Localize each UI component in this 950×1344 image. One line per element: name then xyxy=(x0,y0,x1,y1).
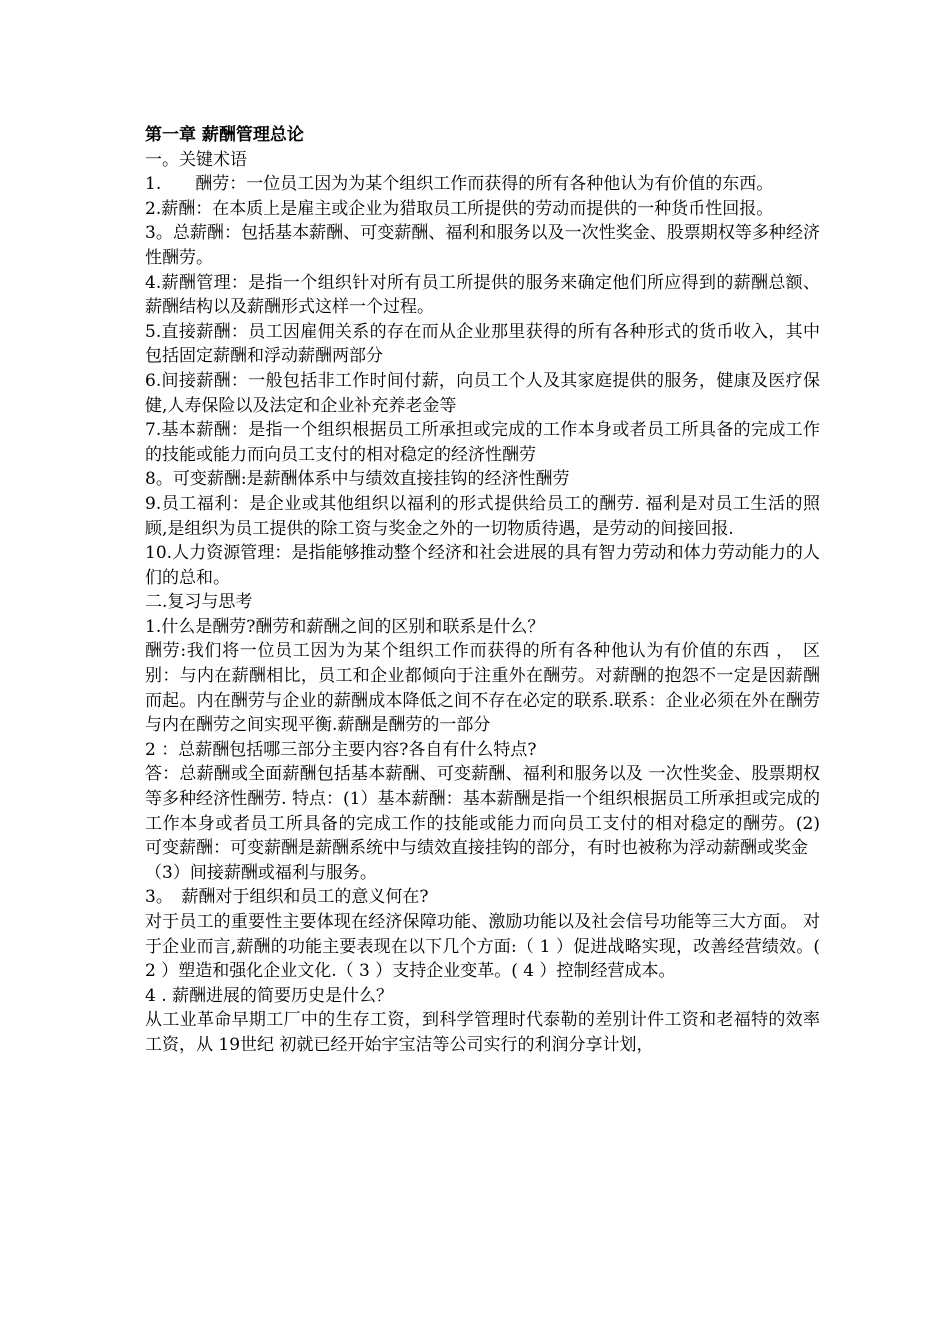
document-page xyxy=(145,123,837,1058)
term-1: 1. 酬劳：一位员工因为为某个组织工作而获得的所有各种他认为有价值的东西。 xyxy=(145,174,774,195)
answer-2: 答：总薪酬或全面薪酬包括基本薪酬、可变薪酬、福利和服务以及 一次性奖金、股票期权等多种经济性酬劳. 特点：(1）基本薪酬：基本薪酬是指一个组织根据员工所承担或完成的工作本身或者员工所具备的完成工作的技能或能力而向员工支付的相对稳定的酬劳。(2) 可变薪酬：可变薪酬是薪酬系统中与绩效直接挂钩的部分，有时也被称为浮动薪酬或奖金 xyxy=(145,764,837,859)
term-6: 6.间接薪酬：一般包括非工作时间付薪，向员工个人及其家庭提供的服务，健康及医疗保健,人寿保险以及法定和企业补充养老金等 xyxy=(145,370,820,416)
section-heading-review: 二.复习与思考 xyxy=(145,592,253,613)
section-heading-key-terms: 一。关键术语 xyxy=(145,149,247,170)
term-5: 5.直接薪酬：员工因雇佣关系的存在而从企业那里获得的所有各种形式的货币收入，其中包括固定薪酬和浮动薪酬两部分 xyxy=(145,321,820,367)
answer-4: 从工业革命早期工厂中的生存工资，到科学管理时代泰勒的差别计件工资和老福特的效率工资，从 19世纪 初就已经开始宇宝洁等公司实行的利润分享计划， xyxy=(145,1010,820,1055)
chapter-title: 第一章 薪酬管理总论 xyxy=(145,125,304,145)
answer-2-continued: （3）间接薪酬或福利与服务。 xyxy=(145,862,377,883)
question-3: 3。 薪酬对于组织和员工的意义何在? xyxy=(145,887,429,908)
term-2: 2.薪酬：在本质上是雇主或企业为猎取员工所提供的劳动而提供的一种货币性回报。 xyxy=(145,198,774,219)
answer-3: 对于员工的重要性主要体现在经济保障功能、激励功能以及社会信号功能等三大方面。 对于企业而言,薪酬的功能主要表现在以下几个方面:（ 1 ）促进战略实现，改善经营绩效。( 2 ）塑造和强化企业文化.（ 3 ）支持企业变革。( 4 ）控制经营成本。 xyxy=(145,912,820,982)
term-10: 10.人力资源管理：是指能够推动整个经济和社会进展的具有智力劳动和体力劳动能力的人们的总和。 xyxy=(145,543,820,588)
answer-1: 酬劳:我们将一位员工因为为某个组织工作而获得的所有各种他认为有价值的东西 ， 区别：与内在薪酬相比，员工和企业都倾向于注重外在酬劳。对薪酬的抱怨不一定是因薪酬而起。内在酬劳与企业的薪酬成本降低之间不存在必定的联系.联系：企业必须在外在酬劳与内在酬劳之间实现平衡.薪酬是酬劳的一部分 xyxy=(145,641,820,736)
term-7: 7.基本薪酬：是指一个组织根据员工所承担或完成的工作本身或者员工所具备的完成工作的技能或能力而向员工支付的相对稳定的经济性酬劳 xyxy=(145,420,820,465)
term-8: 8。可变薪酬:是薪酬体系中与绩效直接挂钩的经济性酬劳 xyxy=(145,469,570,490)
term-9: 9.员工福利：是企业或其他组织以福利的形式提供给员工的酬劳. 福利是对员工生活的照顾,是组织为员工提供的除工资与奖金之外的一切物质待遇，是劳动的间接回报. xyxy=(145,493,820,539)
term-4: 4.薪酬管理：是指一个组织针对所有员工所提供的服务来确定他们所应得到的薪酬总额、薪酬结构以及薪酬形式这样一个过程。 xyxy=(145,272,820,318)
question-2: 2 ：总薪酬包括哪三部分主要内容?各自有什么特点? xyxy=(145,739,537,760)
question-1: 1.什么是酬劳?酬劳和薪酬之间的区别和联系是什么？ xyxy=(145,616,545,637)
term-3: 3。总薪酬：包括基本薪酬、可变薪酬、福利和服务以及一次性奖金、股票期权等多种经济性酬劳。 xyxy=(145,223,820,268)
question-4: 4 . 薪酬进展的简要历史是什么？ xyxy=(145,985,394,1006)
